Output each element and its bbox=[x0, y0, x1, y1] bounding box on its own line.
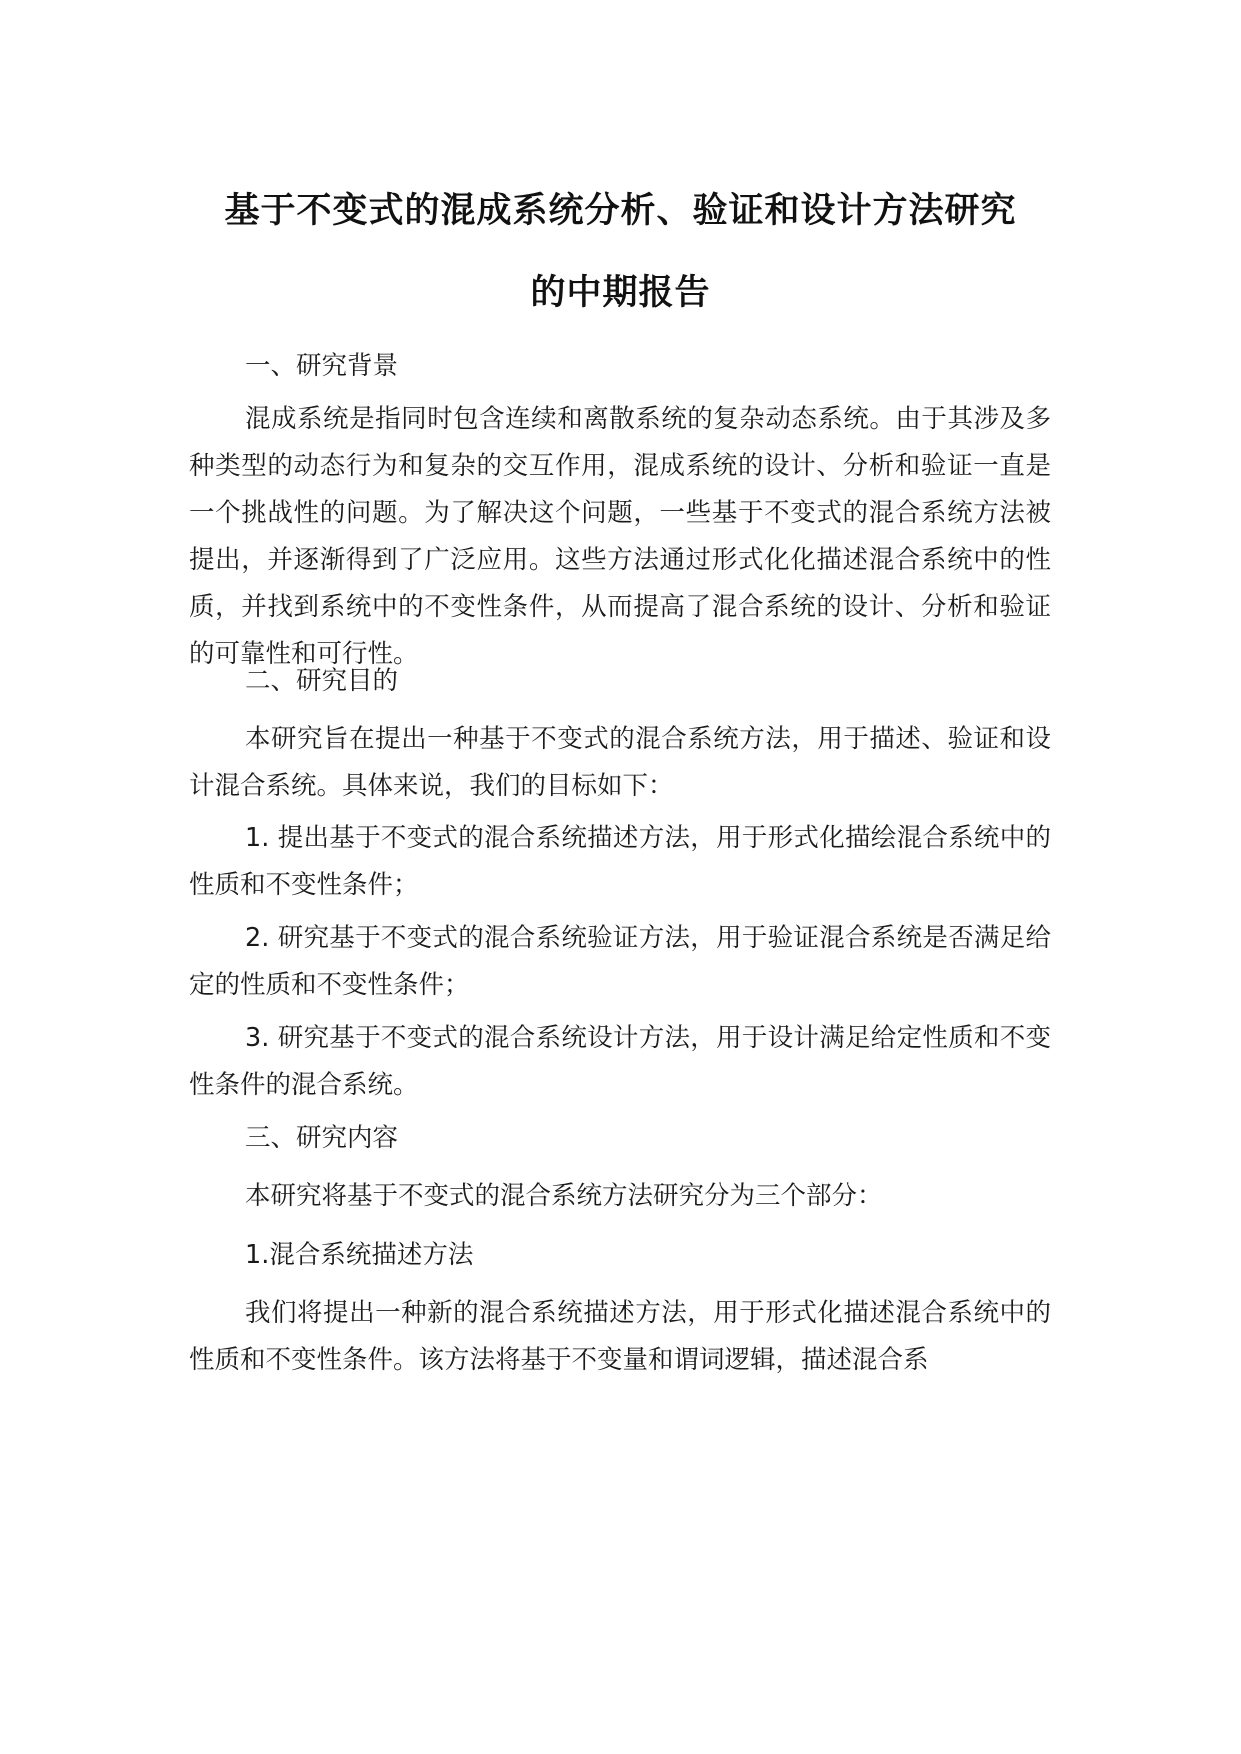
section-3-heading bbox=[189, 1115, 1051, 1162]
goal-item-2 bbox=[189, 915, 1051, 1009]
goal-item-1 bbox=[189, 815, 1051, 909]
goal-item-3 bbox=[189, 1015, 1051, 1109]
section-heading: 一、研究背景 bbox=[245, 351, 399, 381]
section-1-heading bbox=[189, 343, 1051, 390]
section-2-paragraph bbox=[189, 716, 1051, 810]
list-item: 2. 研究基于不变式的混合系统验证方法，用于验证混合系统是否满足给定的性质和不变性条件； bbox=[189, 923, 1051, 1000]
list-item: 1. 提出基于不变式的混合系统描述方法，用于形式化描绘混合系统中的性质和不变性条件； bbox=[189, 823, 1051, 900]
section-1-paragraph bbox=[189, 396, 1051, 678]
document-title-line-2: 的中期报告 bbox=[530, 273, 711, 313]
document-title-line-1: 基于不变式的混成系统分析、验证和设计方法研究 bbox=[224, 191, 1017, 231]
paragraph: 本研究旨在提出一种基于不变式的混合系统方法，用于描述、验证和设计混合系统。具体来说，我们的目标如下： bbox=[189, 724, 1051, 801]
list-item: 3. 研究基于不变式的混合系统设计方法，用于设计满足给定性质和不变性条件的混合系统。 bbox=[189, 1023, 1051, 1100]
subsection-1-paragraph bbox=[189, 1290, 1051, 1384]
paragraph: 我们将提出一种新的混合系统描述方法，用于形式化描述混合系统中的性质和不变性条件。该方法将基于不变量和谓词逻辑，描述混合系 bbox=[189, 1298, 1051, 1375]
section-heading: 三、研究内容 bbox=[245, 1123, 399, 1153]
paragraph: 混成系统是指同时包含连续和离散系统的复杂动态系统。由于其涉及多种类型的动态行为和复杂的交互作用，混成系统的设计、分析和验证一直是一个挑战性的问题。为了解决这个问题，一些基于不变式的混合系统方法被提出，并逐渐得到了广泛应用。这些方法通过形式化化描述混合系统中的性质，并找到系统中的不变性条件，从而提高了混合系统的设计、分析和验证的可靠性和可行性。 bbox=[189, 404, 1051, 669]
section-3-intro bbox=[189, 1173, 1051, 1220]
section-2-heading bbox=[189, 658, 1051, 705]
paragraph: 本研究将基于不变式的混合系统方法研究分为三个部分： bbox=[245, 1181, 883, 1211]
section-heading: 二、研究目的 bbox=[245, 666, 399, 696]
subsection-1-heading bbox=[189, 1232, 1051, 1279]
subsection-heading: 1.混合系统描述方法 bbox=[245, 1240, 474, 1270]
